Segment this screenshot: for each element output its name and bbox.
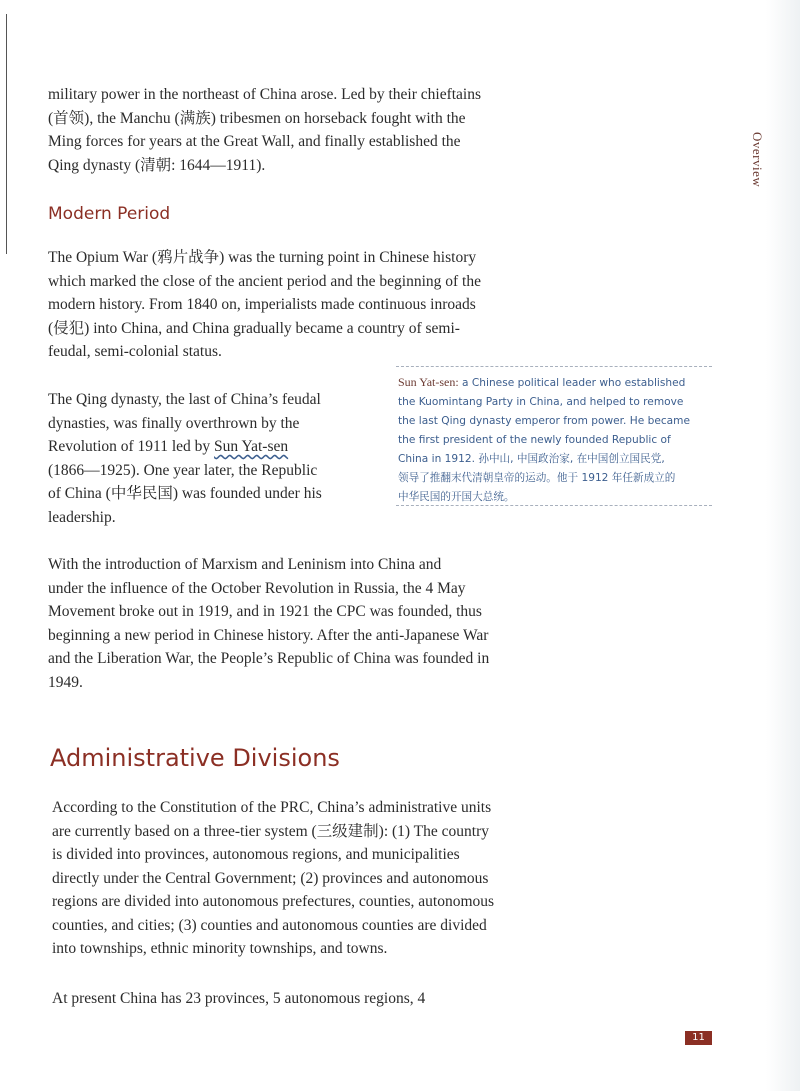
qing-overthrow-paragraph: The Qing dynasty, the last of China’s feudal dynasties, was finally overthrown by the Revolution of 1911 led by Sun Yat-sen (1866—1925). One year later, the Republic of China (中华民国) was founded under his leadership. [48, 391, 322, 526]
opium-war-paragraph: The Opium War (鸦片战争) was the turning point in Chinese history which marked the close of the ancient period and the beginning of the modern history. From 1840 on, imperialists made continuous inroads (侵犯) into China, and China gradually became a country of semi- feudal, semi-colonial status. [48, 249, 481, 360]
sun-yat-sen-glossary-term: Sun Yat-sen [214, 438, 289, 455]
three-tier-paragraph: According to the Constitution of the PRC, China’s administrative units are currently based on a three-tier system (三级建制): (1) The country is divided into provinces, autonomous regions, and municipalities directly under the Central Government; (2) provinces and autonomous regions are divided into autonomous prefectures, counties, autonomous counties, and cities; (3) counties and autonomous counties are divided into townships, ethnic minority townships, and towns. [52, 799, 495, 957]
intro-paragraph: military power in the northeast of China arose. Led by their chieftains (首领), the Manchu (满族) tribesmen on horseback fought with the Ming forces for years at the Great Wall, and finally established the Qing dynasty (清朝: 1644—1911). [48, 86, 482, 174]
administrative-divisions-heading: Administrative Divisions [50, 744, 340, 772]
glossary-note-term: Sun Yat-sen: [398, 375, 459, 389]
sun-yat-sen-glossary-note [396, 366, 712, 506]
page-number: 11 [685, 1031, 712, 1045]
modern-period-heading: Modern Period [48, 204, 171, 224]
glossary-note-text: Sun Yat-sen: a Chinese political leader who established the Kuomintang Party in China, and helped to remove the last Qing dynasty emperor from power. He became the first president of the newly founded Republic of China in 1912. 孙中山, 中国政治家, 在中国创立国民党, 领导了推翻末代清朝皇帝的运动。他于 1912 年任新成立的 中华民国的开国大总统。 [398, 375, 691, 503]
provinces-count-paragraph: At present China has 23 provinces, 5 autonomous regions, 4 [52, 990, 426, 1007]
section-side-tab-label: Overview [750, 132, 765, 188]
may-fourth-paragraph: With the introduction of Marxism and Leninism into China and under the influence of the October Revolution in Russia, the 4 May Movement broke out in 1919, and in 1921 the CPC was founded, thus beginning a new period in Chinese history. After the anti-Japanese War and the Liberation War, the People’s Republic of China was founded in 1949. [48, 556, 490, 691]
margin-rule [6, 14, 7, 254]
section-side-tab [740, 120, 774, 200]
